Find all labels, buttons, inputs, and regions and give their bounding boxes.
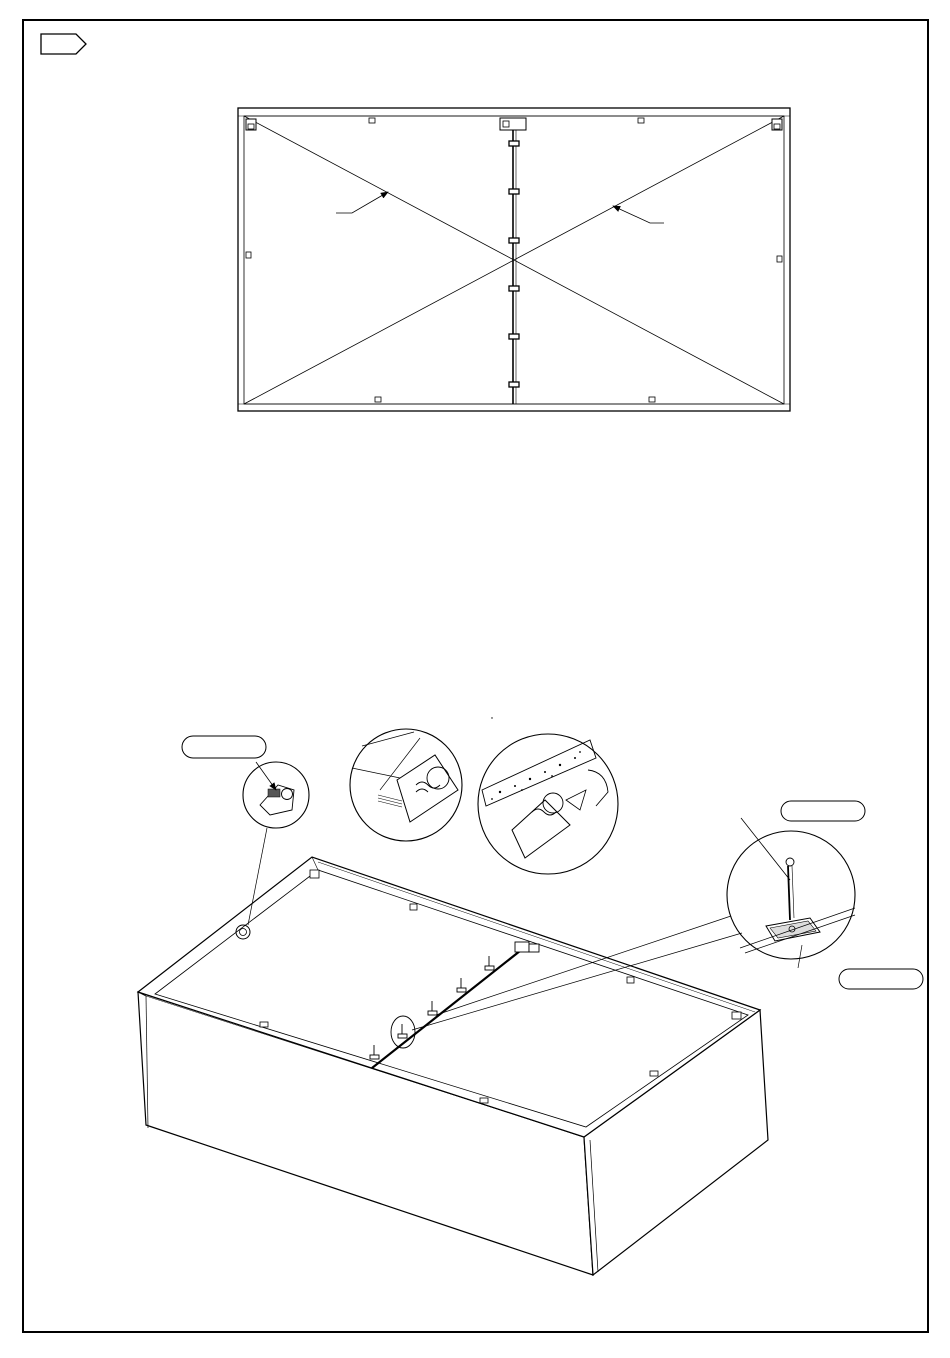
cabinet-isometric — [138, 857, 768, 1275]
callout-pill-left — [182, 736, 266, 758]
top-view — [238, 108, 790, 411]
leader-arrow-right — [613, 206, 664, 223]
detail-screw-block — [350, 729, 462, 841]
step-marker — [41, 34, 86, 54]
top-view-outer-frame — [238, 108, 790, 411]
leader-arrow-left — [336, 192, 388, 213]
detail-corner-block — [478, 734, 618, 874]
callout-pill-strip — [839, 969, 923, 989]
callout-pill-nail — [781, 801, 865, 821]
